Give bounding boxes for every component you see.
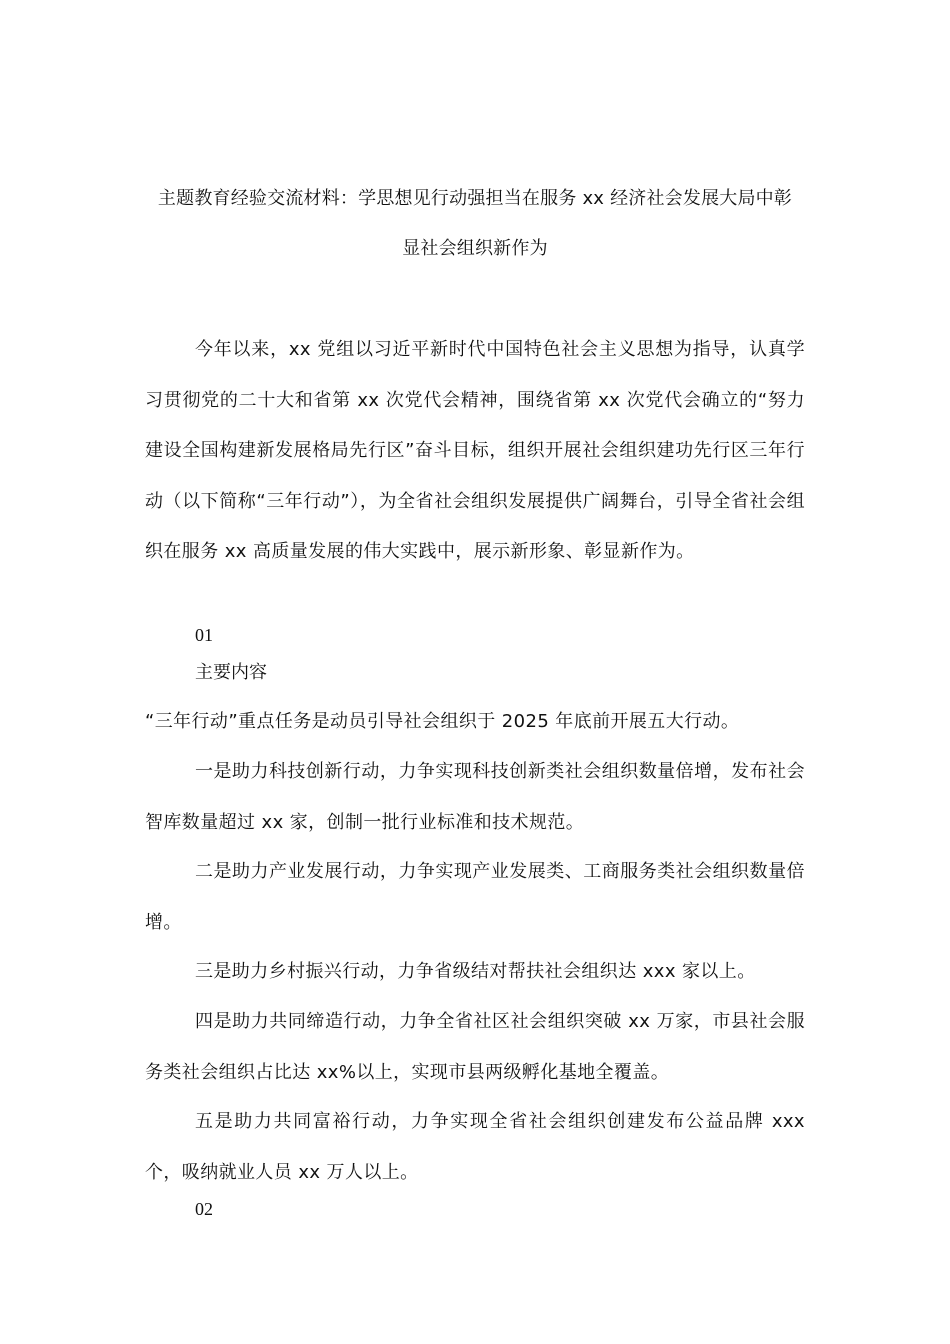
section-1-lead: “三年行动”重点任务是动员引导社会组织于 2025 年底前开展五大行动。 [145,711,740,732]
intro-paragraph: 今年以来，xx 党组以习近平新时代中国特色社会主义思想为指导，认真学习贯彻党的二十大和省第 xx 次党代会精神，围绕省第 xx 次党代会确立的“努力建设全国构建新发展格局先行区”奋斗目标，组织开展社会组织建功先行区三年行动（以下简称“三年行动”），为全省社会组织发展提供广阔舞台，引导全省社会组织在服务 xx 高质量发展的伟大实践中，展示新形象、彰显新作为。 [145,339,805,562]
item-5-paragraph: 五是助力共同富裕行动，力争实现全省社会组织创建发布公益品牌 xxx 个，吸纳就业人员 xx 万人以上。 [145,1111,805,1183]
item-4-paragraph: 四是助力共同缔造行动，力争全省社区社会组织突破 xx 万家，市县社会服务类社会组织占比达 xx%以上，实现市县两级孵化基地全覆盖。 [145,1011,805,1083]
item-2-paragraph: 二是助力产业发展行动，力争实现产业发展类、工商服务类社会组织数量倍增。 [145,861,805,933]
section-1-number: 01 [195,625,213,645]
item-1-paragraph: 一是助力科技创新行动，力争实现科技创新类社会组织数量倍增，发布社会智库数量超过 xx 家，创制一批行业标准和技术规范。 [145,761,805,833]
document-title-line-2: 显社会组织新作为 [402,238,548,259]
section-2-number: 02 [195,1199,213,1219]
item-3-paragraph: 三是助力乡村振兴行动，力争省级结对帮扶社会组织达 xxx 家以上。 [195,961,756,982]
section-1-heading: 主要内容 [195,662,267,683]
document-title-line-1: 主题教育经验交流材料：学思想见行动强担当在服务 xx 经济社会发展大局中彰 [157,188,793,209]
